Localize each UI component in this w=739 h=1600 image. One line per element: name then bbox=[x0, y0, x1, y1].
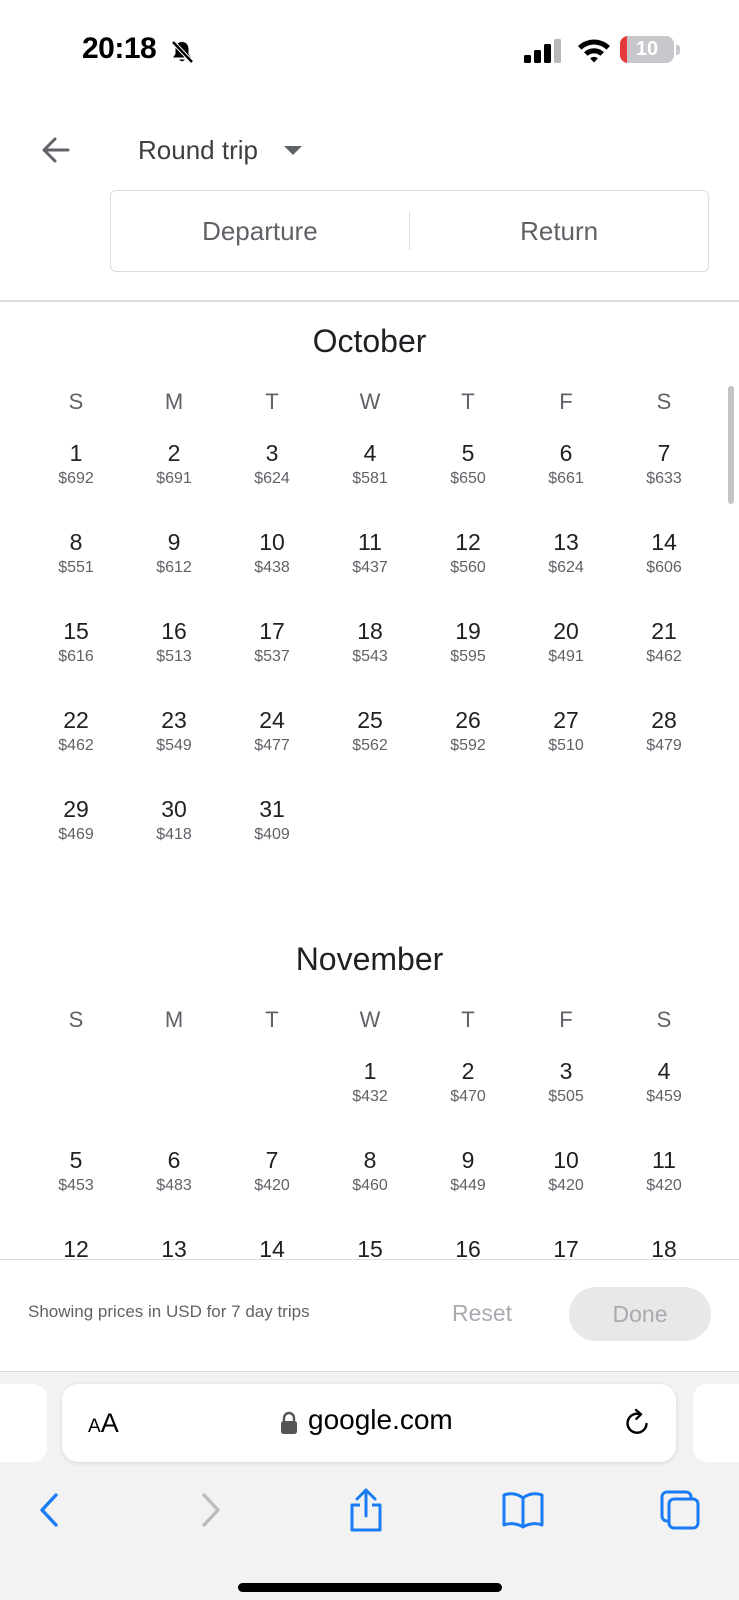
day-number: 3 bbox=[559, 1058, 573, 1084]
day-price: $549 bbox=[156, 737, 192, 754]
calendar-day[interactable] bbox=[27, 788, 125, 877]
calendar-day[interactable] bbox=[125, 1139, 223, 1228]
reload-icon[interactable] bbox=[622, 1408, 652, 1438]
day-number: 7 bbox=[265, 1147, 279, 1173]
calendar-day[interactable] bbox=[321, 610, 419, 699]
share-button[interactable] bbox=[344, 1488, 388, 1532]
day-price: $650 bbox=[450, 470, 486, 487]
calendar-week-row bbox=[27, 1228, 739, 1259]
wifi-icon bbox=[576, 36, 612, 64]
weekday-label: S bbox=[656, 1007, 672, 1032]
calendar-week-row bbox=[27, 699, 739, 788]
day-number: 9 bbox=[167, 529, 181, 555]
calendar-day[interactable] bbox=[223, 699, 321, 788]
browser-back-button[interactable] bbox=[28, 1488, 72, 1532]
calendar-day[interactable] bbox=[125, 610, 223, 699]
weekday-label: M bbox=[164, 1007, 184, 1032]
day-number: 14 bbox=[259, 1236, 285, 1259]
address-bar[interactable] bbox=[62, 1384, 676, 1462]
day-number: 9 bbox=[461, 1147, 475, 1173]
day-price: $437 bbox=[352, 559, 388, 576]
aa-big: A bbox=[100, 1408, 119, 1438]
calendar-day[interactable] bbox=[27, 699, 125, 788]
calendar-day[interactable] bbox=[517, 1139, 615, 1228]
calendar-empty-cell bbox=[419, 788, 517, 877]
day-price: $691 bbox=[156, 470, 192, 487]
calendar-day[interactable] bbox=[223, 521, 321, 610]
calendar-day[interactable] bbox=[419, 432, 517, 521]
calendar-day[interactable] bbox=[517, 521, 615, 610]
day-number: 3 bbox=[265, 440, 279, 466]
calendar-day[interactable] bbox=[419, 610, 517, 699]
chevron-right-icon bbox=[195, 1492, 225, 1528]
weekday-label: S bbox=[656, 389, 672, 414]
day-number: 12 bbox=[63, 1236, 89, 1259]
calendar-day[interactable] bbox=[419, 1228, 517, 1259]
day-price: $438 bbox=[254, 559, 290, 576]
calendar-day[interactable] bbox=[125, 432, 223, 521]
calendar-day[interactable] bbox=[27, 1139, 125, 1228]
calendar-day[interactable] bbox=[223, 432, 321, 521]
day-price: $543 bbox=[352, 648, 388, 665]
aa-small: A bbox=[88, 1416, 101, 1437]
day-number: 19 bbox=[455, 618, 481, 644]
day-price: $409 bbox=[254, 826, 290, 843]
calendar-day[interactable] bbox=[27, 1228, 125, 1259]
browser-forward-button[interactable] bbox=[188, 1488, 232, 1532]
back-button[interactable] bbox=[36, 130, 76, 170]
weekday-label: F bbox=[559, 389, 573, 414]
trip-type-dropdown[interactable] bbox=[138, 128, 302, 172]
day-number: 22 bbox=[63, 707, 89, 733]
calendar-day[interactable] bbox=[125, 788, 223, 877]
battery-percent: 10 bbox=[635, 38, 659, 60]
weekday-label: T bbox=[265, 1007, 279, 1032]
day-price: $418 bbox=[156, 826, 192, 843]
day-price: $592 bbox=[450, 737, 486, 754]
calendar-day[interactable] bbox=[321, 1139, 419, 1228]
day-number: 24 bbox=[259, 707, 285, 733]
day-price: $470 bbox=[450, 1088, 486, 1105]
day-price: $432 bbox=[352, 1088, 388, 1105]
day-number: 27 bbox=[553, 707, 579, 733]
day-number: 17 bbox=[259, 618, 285, 644]
scrollbar[interactable] bbox=[728, 386, 734, 504]
day-price: $692 bbox=[58, 470, 94, 487]
home-indicator bbox=[238, 1583, 502, 1592]
day-number: 4 bbox=[657, 1058, 671, 1084]
calendar-day[interactable] bbox=[517, 610, 615, 699]
day-price: $460 bbox=[352, 1177, 388, 1194]
date-range-picker bbox=[110, 190, 709, 272]
day-number: 23 bbox=[161, 707, 187, 733]
day-price: $505 bbox=[548, 1088, 584, 1105]
calendar-day[interactable] bbox=[615, 1050, 713, 1139]
weekday-label: T bbox=[265, 389, 279, 414]
day-number: 18 bbox=[651, 1236, 677, 1259]
month-title: October bbox=[312, 323, 427, 359]
calendar-empty-cell bbox=[27, 1050, 125, 1139]
day-number: 15 bbox=[63, 618, 89, 644]
day-number: 20 bbox=[553, 618, 579, 644]
reset-button[interactable]: Reset bbox=[451, 1299, 513, 1326]
browser-nav-row bbox=[0, 1478, 739, 1548]
calendar-day[interactable] bbox=[321, 699, 419, 788]
month-title: November bbox=[295, 941, 444, 977]
calendar-day[interactable] bbox=[27, 610, 125, 699]
reader-text-size-button[interactable] bbox=[88, 1408, 119, 1439]
trip-type-label: Round trip bbox=[138, 134, 258, 165]
calendar-week-row bbox=[27, 432, 739, 521]
day-price: $661 bbox=[548, 470, 584, 487]
day-price: $420 bbox=[646, 1177, 682, 1194]
battery-icon bbox=[620, 36, 674, 63]
status-bar bbox=[0, 0, 739, 100]
tabs-button[interactable] bbox=[658, 1488, 702, 1532]
calendar-day[interactable] bbox=[321, 432, 419, 521]
previous-tab-preview[interactable] bbox=[0, 1384, 47, 1462]
day-price: $606 bbox=[646, 559, 682, 576]
day-number: 2 bbox=[167, 440, 181, 466]
day-number: 2 bbox=[461, 1058, 475, 1084]
day-price: $595 bbox=[450, 648, 486, 665]
weekday-label: T bbox=[461, 1007, 475, 1032]
day-number: 5 bbox=[69, 1147, 83, 1173]
day-number: 26 bbox=[455, 707, 481, 733]
calendar-day[interactable] bbox=[223, 1139, 321, 1228]
calendar-day[interactable] bbox=[419, 1050, 517, 1139]
day-number: 8 bbox=[69, 529, 83, 555]
calendar-day[interactable] bbox=[517, 432, 615, 521]
weekday-label: S bbox=[68, 389, 84, 414]
footer-bar bbox=[0, 1259, 739, 1371]
day-price: $560 bbox=[450, 559, 486, 576]
day-number: 31 bbox=[259, 796, 285, 822]
chevron-left-icon bbox=[35, 1492, 65, 1528]
day-price: $562 bbox=[352, 737, 388, 754]
day-number: 4 bbox=[363, 440, 377, 466]
share-icon bbox=[346, 1488, 386, 1532]
day-number: 6 bbox=[559, 440, 573, 466]
day-number: 16 bbox=[161, 618, 187, 644]
day-number: 11 bbox=[358, 529, 382, 555]
url-text: google.com bbox=[308, 1404, 453, 1435]
bell-muted-icon bbox=[168, 38, 196, 66]
calendar-day[interactable] bbox=[27, 432, 125, 521]
day-number: 25 bbox=[357, 707, 383, 733]
calendar-empty-cell bbox=[615, 788, 713, 877]
weekday-header bbox=[27, 372, 739, 432]
arrow-back-icon bbox=[40, 134, 72, 166]
day-price: $633 bbox=[646, 470, 682, 487]
day-number: 6 bbox=[167, 1147, 181, 1173]
day-price: $581 bbox=[352, 470, 388, 487]
calendar-week-row bbox=[27, 1139, 739, 1228]
calendar-day[interactable] bbox=[615, 1228, 713, 1259]
day-price: $420 bbox=[254, 1177, 290, 1194]
calendar-day[interactable] bbox=[419, 521, 517, 610]
calendar-day[interactable] bbox=[321, 1228, 419, 1259]
return-field[interactable]: Return bbox=[520, 215, 599, 246]
day-number: 10 bbox=[553, 1147, 579, 1173]
calendar-day[interactable] bbox=[419, 1139, 517, 1228]
calendar-day[interactable] bbox=[615, 610, 713, 699]
day-number: 14 bbox=[651, 529, 677, 555]
calendar-week-row bbox=[27, 788, 739, 877]
calendar-day[interactable] bbox=[321, 1050, 419, 1139]
day-number: 13 bbox=[553, 529, 579, 555]
weekday-label: S bbox=[68, 1007, 84, 1032]
day-number: 29 bbox=[63, 796, 89, 822]
day-price: $612 bbox=[156, 559, 192, 576]
book-icon bbox=[501, 1491, 545, 1529]
weekday-label: T bbox=[461, 389, 475, 414]
day-number: 18 bbox=[357, 618, 383, 644]
day-number: 28 bbox=[651, 707, 677, 733]
day-number: 1 bbox=[69, 440, 83, 466]
day-price: $453 bbox=[58, 1177, 94, 1194]
battery-cap bbox=[676, 45, 680, 55]
price-currency-note: Showing prices in USD for 7 day trips bbox=[28, 1302, 310, 1321]
day-number: 10 bbox=[259, 529, 285, 555]
calendar-day[interactable] bbox=[125, 699, 223, 788]
calendar-day[interactable] bbox=[223, 610, 321, 699]
next-tab-preview[interactable] bbox=[693, 1384, 739, 1462]
departure-field[interactable]: Departure bbox=[202, 215, 318, 246]
weekday-label: M bbox=[164, 389, 184, 414]
day-number: 16 bbox=[455, 1236, 481, 1259]
day-price: $551 bbox=[58, 559, 94, 576]
day-price: $513 bbox=[156, 648, 192, 665]
day-price: $449 bbox=[450, 1177, 486, 1194]
calendar-day[interactable] bbox=[615, 432, 713, 521]
day-price: $477 bbox=[254, 737, 290, 754]
calendar-empty-cell bbox=[517, 788, 615, 877]
bookmarks-button[interactable] bbox=[501, 1488, 545, 1532]
day-number: 13 bbox=[161, 1236, 187, 1259]
cellular-signal-icon bbox=[524, 39, 562, 63]
weekday-header bbox=[27, 990, 739, 1050]
tabs-icon bbox=[659, 1489, 701, 1531]
calendar-day[interactable] bbox=[419, 699, 517, 788]
calendar-day[interactable] bbox=[615, 699, 713, 788]
calendar-day[interactable] bbox=[125, 521, 223, 610]
day-price: $624 bbox=[548, 559, 584, 576]
calendar-day[interactable] bbox=[125, 1228, 223, 1259]
day-price: $462 bbox=[646, 648, 682, 665]
weekday-label: W bbox=[359, 1007, 381, 1032]
calendar-empty-cell bbox=[321, 788, 419, 877]
calendar-day[interactable] bbox=[615, 521, 713, 610]
calendar-day[interactable] bbox=[615, 1139, 713, 1228]
weekday-label: W bbox=[359, 389, 381, 414]
lock-icon bbox=[280, 1411, 298, 1435]
calendar-week-row bbox=[27, 521, 739, 610]
day-number: 17 bbox=[553, 1236, 579, 1259]
day-price: $420 bbox=[548, 1177, 584, 1194]
day-number: 7 bbox=[657, 440, 671, 466]
day-price: $469 bbox=[58, 826, 94, 843]
day-price: $491 bbox=[548, 648, 584, 665]
day-number: 8 bbox=[363, 1147, 377, 1173]
calendar-empty-cell bbox=[223, 1050, 321, 1139]
day-number: 21 bbox=[651, 618, 677, 644]
caret-down-icon bbox=[284, 146, 302, 155]
day-price: $616 bbox=[58, 648, 94, 665]
day-number: 5 bbox=[461, 440, 475, 466]
day-number: 15 bbox=[357, 1236, 383, 1259]
calendar-day[interactable] bbox=[321, 521, 419, 610]
month-october bbox=[0, 310, 739, 877]
weekday-label: F bbox=[559, 1007, 573, 1032]
month-november bbox=[0, 928, 739, 1259]
calendar-day[interactable] bbox=[223, 788, 321, 877]
day-price: $479 bbox=[646, 737, 682, 754]
calendar-day[interactable] bbox=[517, 1050, 615, 1139]
calendar-empty-cell bbox=[125, 1050, 223, 1139]
calendar-week-row bbox=[27, 1050, 739, 1139]
day-price: $483 bbox=[156, 1177, 192, 1194]
done-button[interactable]: Done bbox=[569, 1287, 711, 1341]
status-time: 20:18 bbox=[82, 32, 157, 65]
browser-toolbar bbox=[0, 1371, 739, 1600]
calendar-day[interactable] bbox=[223, 1228, 321, 1259]
day-number: 1 bbox=[363, 1058, 377, 1084]
day-number: 11 bbox=[652, 1147, 676, 1173]
day-price: $462 bbox=[58, 737, 94, 754]
calendar-scroll-area[interactable] bbox=[0, 302, 739, 1259]
calendar-week-row bbox=[27, 610, 739, 699]
day-price: $459 bbox=[646, 1088, 682, 1105]
day-number: 12 bbox=[455, 529, 481, 555]
day-price: $510 bbox=[548, 737, 584, 754]
day-price: $624 bbox=[254, 470, 290, 487]
day-price: $537 bbox=[254, 648, 290, 665]
calendar-day[interactable] bbox=[517, 699, 615, 788]
calendar-day[interactable] bbox=[27, 521, 125, 610]
calendar-day[interactable] bbox=[517, 1228, 615, 1259]
day-number: 30 bbox=[161, 796, 187, 822]
